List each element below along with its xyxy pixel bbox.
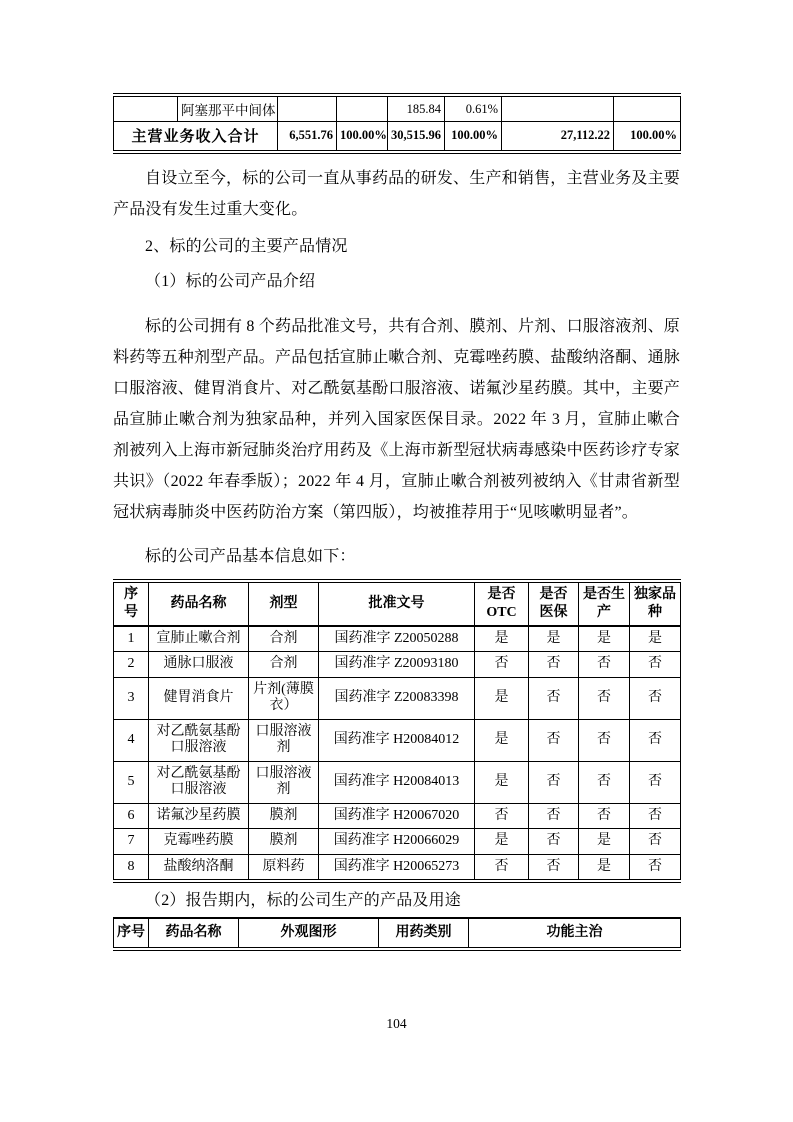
cell-otc: 是: [475, 829, 529, 855]
cell-exclusive: 否: [630, 652, 681, 678]
production-table: [113, 917, 681, 951]
paragraph-product-description: 标的公司拥有 8 个药品批准文号，共有合剂、膜剂、片剂、口服溶液剂、原料药等五种剂型产品。产品包括宣肺止嗽合剂、克霉唑药膜、盐酸纳洛酮、通脉口服溶液、健胃消食片、对乙酰氨基酚口服溶液、诺氟沙星药膜。其中，主要产品宣肺止嗽合剂为独家品种，并列入国家医保目录。2022 年 3 月，宣肺止嗽合剂被列入上海市新冠肺炎治疗用药及《上海市新型冠状病毒感染中医药诊疗专家共识》（2022 年春季版）；2022 年 4 月，宣肺止嗽合剂被列被纳入《甘肃省新型冠状病毒肺炎中医药防治方案（第四版），均被推荐用于“见咳嗽明显者”。: [113, 317, 681, 521]
table-row: [114, 761, 681, 803]
cell-drug-name: 对乙酰氨基酚口服溶液: [149, 761, 249, 803]
table-row: [114, 626, 681, 652]
cell-in-production: 否: [579, 719, 630, 761]
cell-exclusive: 否: [630, 854, 681, 881]
cell-medicare: 否: [529, 854, 579, 881]
column-header: 是否OTC: [475, 581, 529, 626]
empty-cell: [114, 95, 178, 122]
cell-exclusive: 否: [630, 761, 681, 803]
cell-approval-no: 国药准字 H20084013: [319, 761, 475, 803]
cell-in-production: 否: [579, 677, 630, 719]
cell-medicare: 否: [529, 652, 579, 678]
paragraph-business-history: 自设立至今，标的公司一直从事药品的研发、生产和销售，主营业务及主要产品没有发生过重大变化。: [113, 169, 680, 218]
cell-in-production: 否: [579, 761, 630, 803]
cell-drug-name: 克霉唑药膜: [149, 829, 249, 855]
paragraph-table-lead-in: 标的公司产品基本信息如下：: [145, 547, 356, 565]
cell-approval-no: 国药准字 H20067020: [319, 803, 475, 829]
cell-in-production: 是: [579, 829, 630, 855]
table-total-row: [114, 122, 681, 152]
cell-approval-no: 国药准字 Z20050288: [319, 626, 475, 652]
cell-approval-no: 国药准字 Z20083398: [319, 677, 475, 719]
cell-exclusive: 否: [630, 677, 681, 719]
page-number: 104: [386, 1016, 407, 1031]
total-label-cell: 主营业务收入合计: [114, 122, 278, 152]
column-header: 序号: [114, 581, 149, 626]
products-info-table: [113, 579, 681, 884]
product-name-cell: 阿塞那平中间体: [178, 95, 278, 122]
cell-approval-no: 国药准字 H20066029: [319, 829, 475, 855]
cell-medicare: 否: [529, 761, 579, 803]
cell-dosage-form: 片剂(薄膜衣）: [249, 677, 319, 719]
cell-dosage-form: 合剂: [249, 652, 319, 678]
cell-in-production: 是: [579, 854, 630, 881]
cell-otc: 否: [475, 854, 529, 881]
cell-dosage-form: 口服溶液剂: [249, 761, 319, 803]
heading-product-intro: （1）标的公司产品介绍: [145, 272, 316, 290]
revenue-table: [113, 93, 681, 154]
cell-seq: 2: [114, 652, 149, 678]
cell-approval-no: 国药准字 H20084012: [319, 719, 475, 761]
cell-in-production: 否: [579, 652, 630, 678]
cell-drug-name: 诺氟沙星药膜: [149, 803, 249, 829]
cell-otc: 是: [475, 677, 529, 719]
cell-dosage-form: 口服溶液剂: [249, 719, 319, 761]
cell-medicare: 否: [529, 803, 579, 829]
table-row: [114, 95, 681, 122]
cell-approval-no: 国药准字 Z20093180: [319, 652, 475, 678]
value-cell: 185.84: [388, 95, 445, 122]
column-header: 批准文号: [319, 581, 475, 626]
total-value-cell: 100.00%: [337, 122, 388, 152]
total-value-cell: 100.00%: [445, 122, 502, 152]
cell-drug-name: 盐酸纳洛酮: [149, 854, 249, 881]
table-row: [114, 652, 681, 678]
column-header: 药品名称: [149, 581, 249, 626]
table-row: [114, 803, 681, 829]
cell-in-production: 是: [579, 626, 630, 652]
cell-seq: 4: [114, 719, 149, 761]
column-header: 是否生产: [579, 581, 630, 626]
column-header: 功能主治: [469, 918, 681, 949]
cell-otc: 是: [475, 761, 529, 803]
cell-exclusive: 否: [630, 719, 681, 761]
total-value-cell: 27,112.22: [502, 122, 614, 152]
column-header: 外观图形: [239, 918, 379, 949]
cell-seq: 8: [114, 854, 149, 881]
cell-seq: 1: [114, 626, 149, 652]
cell-otc: 是: [475, 626, 529, 652]
total-value-cell: 6,551.76: [278, 122, 337, 152]
cell-seq: 7: [114, 829, 149, 855]
column-header: 用药类别: [379, 918, 469, 949]
cell-dosage-form: 膜剂: [249, 803, 319, 829]
cell-medicare: 否: [529, 829, 579, 855]
cell-drug-name: 通脉口服液: [149, 652, 249, 678]
cell-otc: 否: [475, 652, 529, 678]
column-header: 独家品种: [630, 581, 681, 626]
cell-drug-name: 宣肺止嗽合剂: [149, 626, 249, 652]
value-cell: [278, 95, 337, 122]
cell-otc: 是: [475, 719, 529, 761]
column-header: 是否医保: [529, 581, 579, 626]
heading-products-and-uses: （2）报告期内，标的公司生产的产品及用途: [145, 892, 462, 909]
cell-seq: 6: [114, 803, 149, 829]
value-cell: [502, 95, 614, 122]
table-row: [114, 829, 681, 855]
cell-seq: 5: [114, 761, 149, 803]
cell-dosage-form: 合剂: [249, 626, 319, 652]
table-header-row: [114, 918, 681, 949]
cell-dosage-form: 膜剂: [249, 829, 319, 855]
column-header: 药品名称: [149, 918, 239, 949]
cell-drug-name: 健胃消食片: [149, 677, 249, 719]
value-cell: 0.61%: [445, 95, 502, 122]
cell-medicare: 是: [529, 626, 579, 652]
cell-medicare: 否: [529, 719, 579, 761]
cell-in-production: 否: [579, 803, 630, 829]
value-cell: [614, 95, 681, 122]
total-value-cell: 100.00%: [614, 122, 681, 152]
cell-drug-name: 对乙酰氨基酚口服溶液: [149, 719, 249, 761]
heading-main-products: 2、标的公司的主要产品情况: [145, 237, 348, 255]
cell-exclusive: 是: [630, 626, 681, 652]
total-value-cell: 30,515.96: [388, 122, 445, 152]
cell-approval-no: 国药准字 H20065273: [319, 854, 475, 881]
value-cell: [337, 95, 388, 122]
cell-otc: 否: [475, 803, 529, 829]
table-row: [114, 719, 681, 761]
table-header-row: [114, 581, 681, 626]
cell-seq: 3: [114, 677, 149, 719]
column-header: 序号: [114, 918, 149, 949]
cell-exclusive: 否: [630, 829, 681, 855]
column-header: 剂型: [249, 581, 319, 626]
cell-dosage-form: 原料药: [249, 854, 319, 881]
table-row: [114, 854, 681, 881]
cell-medicare: 否: [529, 677, 579, 719]
cell-exclusive: 否: [630, 803, 681, 829]
table-row: [114, 677, 681, 719]
